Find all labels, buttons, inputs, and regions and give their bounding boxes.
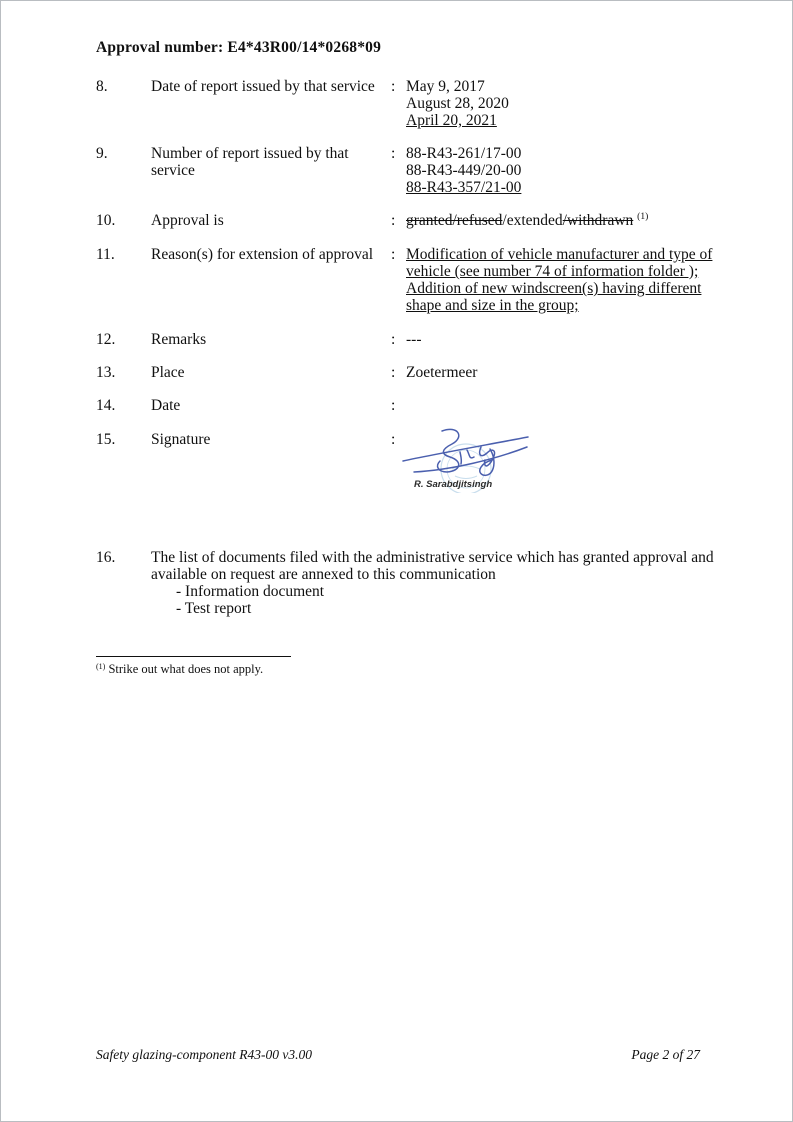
item-label-line1: Number of report issued by that [151,145,349,162]
signatory-name: R. Sarabdjitsingh [414,479,493,490]
approval-status-value [406,212,716,229]
footnote [96,662,263,677]
report-number-3: 88-R43-357/21-00 [406,179,522,196]
item-label-line2: service [151,162,195,179]
colon-separator: : [391,364,396,381]
item-row-11 [96,246,716,314]
extension-reason-value [406,246,716,314]
option-separator: / [502,212,507,229]
reason-line-1: Modification of vehicle manufacturer and type of [406,246,713,263]
item-row-12 [96,331,716,348]
documents-list-text [151,549,736,617]
kept-option-extended: extended [506,212,563,229]
item-number: 12. [96,331,116,348]
footnote-text: Strike out what does not apply. [108,662,264,676]
item-row-10 [96,212,716,229]
item-label: Approval is [151,212,224,229]
item-number: 13. [96,364,116,381]
footer-page-number: Page 2 of 27 [631,1047,700,1062]
report-date-3: April 20, 2021 [406,112,497,129]
item-number: 11. [96,246,115,263]
signature-stroke [403,437,528,461]
item-label [151,145,391,179]
colon-separator: : [391,431,396,448]
reason-line-2: vehicle (see number 74 of information folder ); [406,263,699,280]
document-item-test-report: - Test report [176,600,252,617]
annexed-documents [176,583,736,617]
item-label: Date of report issued by that service [151,78,375,95]
colon-separator: : [391,331,396,348]
colon-separator: : [391,78,396,95]
colon-separator: : [391,397,396,414]
footnote-divider [96,656,291,657]
item-row-8 [96,78,716,129]
item-number: 14. [96,397,116,414]
item-label: Signature [151,431,211,448]
item-number: 9. [96,145,108,162]
item-row-14 [96,397,716,414]
item-value [406,145,716,196]
item-number: 10. [96,212,116,229]
place-value: Zoetermeer [406,364,478,381]
item-number: 15. [96,431,116,448]
footnote-ref: (1) [96,662,106,671]
report-date-1: May 9, 2017 [406,78,485,95]
item-number: 16. [96,549,116,566]
document-item-information: - Information document [176,583,325,600]
approval-number-heading: Approval number: E4*43R00/14*0268*09 [96,39,382,56]
item-row-13 [96,364,716,381]
item-row-9 [96,145,716,196]
item-label: Place [151,364,185,381]
item-label: Remarks [151,331,207,348]
colon-separator: : [391,212,396,229]
item-label: Reason(s) for extension of approval [151,246,374,263]
report-date-2: August 28, 2020 [406,95,509,112]
struck-option-withdrawn: /withdrawn [562,212,634,229]
colon-separator: : [391,246,396,263]
documents-text-line1: The list of documents filed with the administrative service which has granted approval and [151,549,714,566]
item-value [406,78,716,129]
footer-document-id: Safety glazing-component R43-00 v3.00 [96,1047,312,1062]
item-row-16 [96,549,736,617]
reason-line-4: shape and size in the group; [406,297,579,314]
item-label: Date [151,397,181,414]
colon-separator: : [391,145,396,162]
report-number-2: 88-R43-449/20-00 [406,162,522,179]
report-number-1: 88-R43-261/17-00 [406,145,522,162]
stamp-detail-icon [452,466,480,479]
footnote-reference: (1) [637,212,649,222]
documents-text-line2: available on request are annexed to this communication [151,566,496,583]
reason-line-3: Addition of new windscreen(s) having different [406,280,702,297]
item-number: 8. [96,78,108,95]
remarks-value: --- [406,331,422,348]
struck-option-granted-refused: granted/refused [406,212,503,229]
